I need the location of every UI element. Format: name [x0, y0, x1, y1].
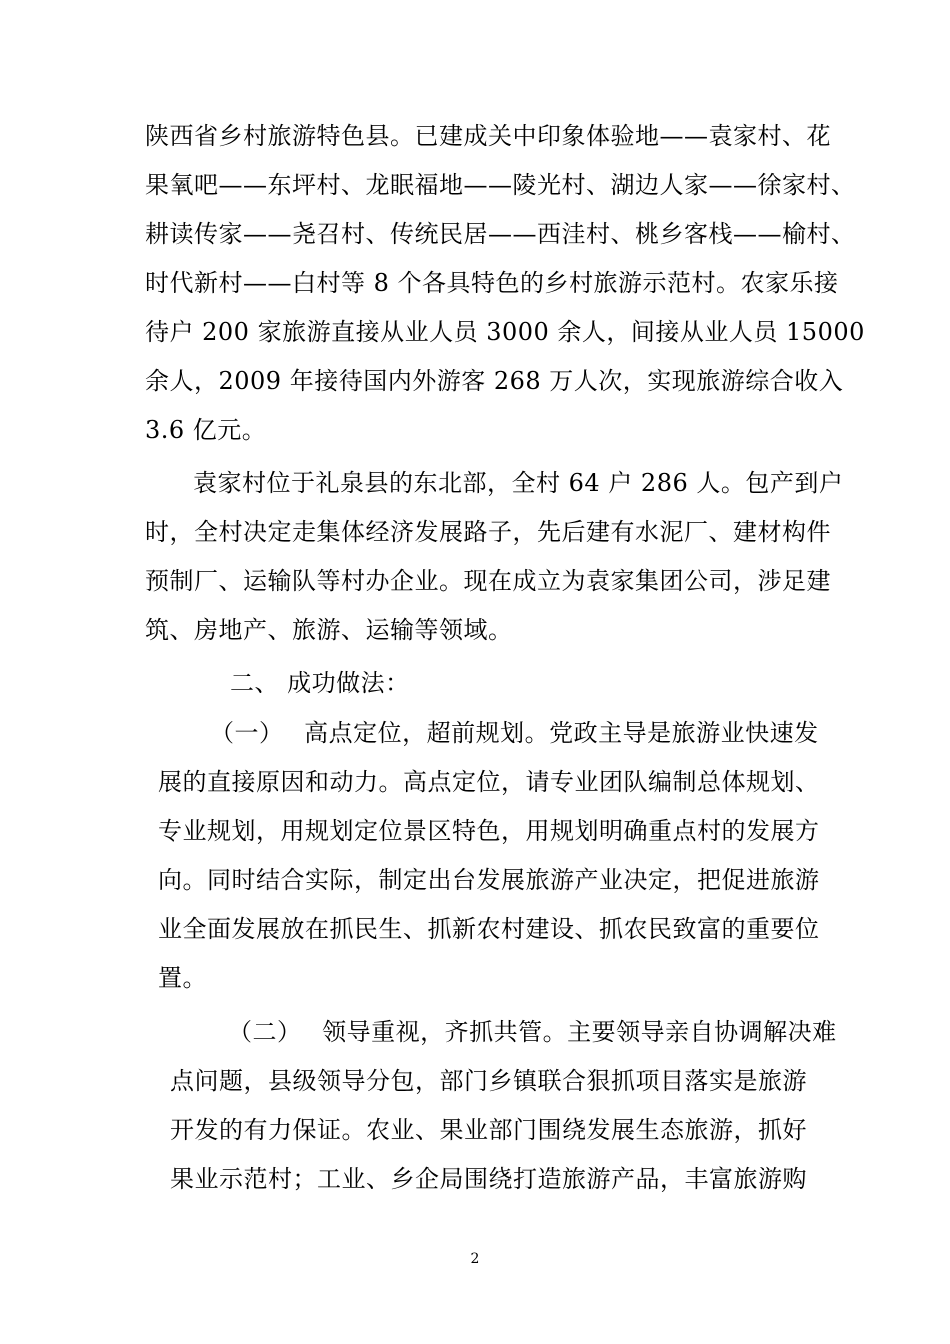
text-line: （二） 领导重视，齐抓共管。主要领导亲自协调解决难: [228, 1018, 837, 1046]
text-line: 预制厂、运输队等村办企业。现在成立为袁家集团公司，涉足建: [145, 567, 831, 595]
text-line: 果氧吧——东坪村、龙眠福地——陵光村、湖边人家——徐家村、: [145, 171, 856, 199]
text-line: 待户 200 家旅游直接从业人员 3000 余人，间接从业人员 15000: [145, 318, 865, 346]
text-line: 向。同时结合实际，制定出台发展旅游产业决定，把促进旅游: [158, 866, 820, 894]
text-line: 展的直接原因和动力。高点定位，请专业团队编制总体规划、: [158, 768, 820, 796]
text-line: 筑、房地产、旅游、运输等领域。: [145, 616, 513, 644]
text-line: 时代新村——白村等 8 个各具特色的乡村旅游示范村。农家乐接: [145, 269, 839, 297]
page-number: 2: [470, 1251, 480, 1267]
text-line: 业全面发展放在抓民生、抓新农村建设、抓农民致富的重要位: [158, 915, 820, 943]
text-line: 果业示范村；工业、乡企局围绕打造旅游产品，丰富旅游购: [170, 1165, 807, 1193]
text-line: 专业规划，用规划定位景区特色，用规划明确重点村的发展方: [158, 817, 820, 845]
text-line: 袁家村位于礼泉县的东北部，全村 64 户 286 人。包产到户: [193, 469, 844, 497]
text-line: 3.6 亿元。: [145, 416, 267, 444]
text-line: 置。: [158, 964, 207, 992]
text-line: 余人，2009 年接待国内外游客 268 万人次，实现旅游综合收入: [145, 367, 844, 395]
text-line: 耕读传家——尧召村、传统民居——西洼村、桃乡客栈——榆村、: [145, 220, 856, 248]
text-line: 点问题，县级领导分包，部门乡镇联合狠抓项目落实是旅游: [170, 1067, 807, 1095]
text-line: 开发的有力保证。农业、果业部门围绕发展生态旅游，抓好: [170, 1116, 807, 1144]
section-heading: 二、 成功做法：: [230, 669, 410, 697]
text-line: 时，全村决定走集体经济发展路子，先后建有水泥厂、建材构件: [145, 518, 831, 546]
text-line: 陕西省乡村旅游特色县。已建成关中印象体验地——袁家村、花: [145, 122, 831, 150]
text-line: （一） 高点定位，超前规划。党政主导是旅游业快速发: [210, 719, 819, 747]
